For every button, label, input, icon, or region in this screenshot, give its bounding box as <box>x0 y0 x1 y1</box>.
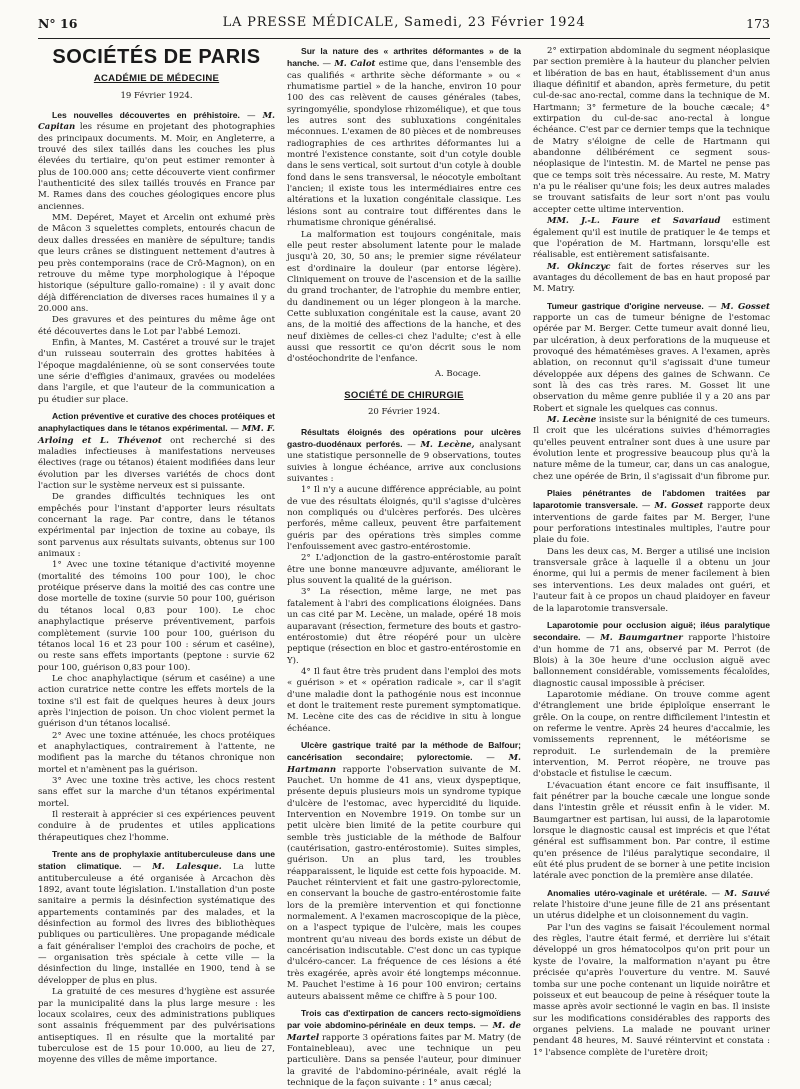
article-paragraph: Laparotomie pour occlusion aiguë; iléus paralytique secondaire. — M. Baumgartner rapporte l'histoire d'un homme de 71 ans, observé par M. Perrot (de Blois) à la 30e heure d'une occlusion aiguë avec ballonnement considérable, vomissements fécaloïdes, diagnostic causal impossible à préciser. <box>533 619 771 689</box>
article-title: Les nouvelles découvertes en préhistoire. <box>52 110 240 121</box>
article-paragraph: MM. J.-L. Faure et Savariaud estiment également qu'il est inutile de pratiquer le 4e temps et que l'opération de M. Hartmann, lorsqu'elle est réalisable, est entièrement satisfaisante. <box>533 216 771 261</box>
article-author: M. Gosset <box>720 301 771 312</box>
article-author: MM. J.-L. Faure et Savariaud <box>547 216 721 227</box>
article-paragraph: Enfin, à Mantes, M. Castéret a trouvé sur le trajet d'un ruisseau souterrain des grottes habitées à l'époque magdalénienne, où se sont conservées toute une série d'effigies d'animaux, gravées ou modelées dans l'argile, et que l'auteur de la communication a pu étudier sur place. <box>38 337 275 405</box>
article-author: M. Lecène, <box>420 440 475 450</box>
article-paragraph: Action préventive et curative des choces protéiques et anaphylactiques dans le tétanos expérimental. — MM. F. Arloing et L. Thévenot ont recherché si des maladies infectieuses à manifestations nerveuses électives (rage ou tétanos) étaient modifiées dans leur évolution par les diverses variétés de chocs dont l'action sur le système nerveux est si puissante. <box>38 410 276 492</box>
article-title: Action préventive et curative des choces protéiques et anaphylactiques dans le tétanos expérimental. <box>38 410 275 434</box>
article-paragraph: 2° L'adjonction de la gastro-entérostomie paraît être une bonne manœuvre adjuvante, améliorant le plus souvent la qualité de la guérison. <box>287 553 521 587</box>
article-paragraph: Trois cas d'extirpation de cancers recto-sigmoïdiens par voie abdomino-périnéale en deux temps. — M. de Martel rapporte 3 opérations faites par M. Matry (de Fontainebleau), avec une technique un peu particulière. Dans sa pensée l'auteur, pour diminuer la gravité de l'abdomino-périnéale, avait réglé la technique de la façon suivante : 1° anus cæcal; <box>287 1007 521 1088</box>
journal-title: LA PRESSE MÉDICALE, Samedi, 23 Février 1924 <box>222 15 586 30</box>
article-paragraph: 1° Avec une toxine tétanique d'activité moyenne (mortalité des témoins 100 pour 100), le choc protéique préserve dans la moitié des cas contre une dose mortelle de toxine (survie 50 pour 100, guérison du tétanos local 0,83 pour 100). Le choc anaphylactique préserve préventivement, parfois complètement (survie 100 pour 100, guérison du tétanos local 16 et 23 pour 100 : sérum et caséine), ou reste sans effets importants (peptone : survie 62 pour 100, guérison 0,83 pour 100). <box>38 560 275 673</box>
article-paragraph: Ulcère gastrique traité par la méthode de Balfour; cancérisation secondaire; pylorectomie. — M. Hartmann rapporte l'observation suivante de M. Pauchet. Un homme de 41 ans, vieux dyspeptique, présente depuis plusieurs mois un syndrome typique d'ulcère de l'estomac, avec hypercidité du liquide. Intervention en Novembre 1919. On tombe sur un petit ulcère bien limité de la petite courbure qui semble très justiciable de la méthode de Balfour (cautérisation, gastro-entérostomie). Suites simples, guérison. Un an plus tard, les troubles réapparaissent, le liquide est cette fois hypoacide. M. Pauchet réintervient et fait une gastro-pylorectomie, en conservant la bouche de gastro-entérostomie faite lors de la première intervention et qui fonctionne normalement. A l'examen macroscopique de la pièce, on a l'aspect typique de l'ulcère, mais les coupes montrent qu'au niveau des bords existe un début de cancérisation indiscutable. C'est donc un cas typique d'ulcéro-cancer. La fréquence de ces lésions a été très exagérée, après avoir été longtemps méconnue. M. Pauchet l'estime à 16 pour 100 environ; certains auteurs abaissent même ce chiffre à 5 pour 100. <box>287 739 522 1002</box>
article-paragraph: 1° Il n'y a aucune différence appréciable, au point de vue des résultats éloignés, qu'il s'agisse d'ulcères non compliqués ou d'ulcères perforés. Des ulcères perforés, même calleux, peuvent être parfaitement guéris par des opérations très simples comme l'enfouissement avec gastro-entérostomie. <box>287 485 521 553</box>
article-author: M. Gosset <box>654 501 704 512</box>
article-author: MM. F. Arloing et L. Thévenot <box>38 424 276 446</box>
issue-number: N° 16 <box>38 16 78 31</box>
article-paragraph: Plaies pénétrantes de l'abdomen traitées par laparotomie transversale. — M. Gosset rapporte deux interventions de garde faites par M. Berger, l'une pour perforations intestinales multiples, l'autre pour plaie du foie. <box>533 488 771 546</box>
article-paragraph: Tumeur gastrique d'origine nerveuse. — M. Gosset rapporte un cas de tumeur bénigne de l'estomac opérée par M. Berger. Cette tumeur avait donné lieu, par ulcération, à deux perforations de la muqueuse et provoqué des hématémèses graves. A l'examen, après ablation, on reconnut qu'il s'agissait d'une tumeur développée aux dépens des gaines de Schwann. Ce sont là des cas très rares. M. Gosset lit une observation du même genre publiée il y a 20 ans par Robert et signale les quelques cas connus. <box>533 300 771 414</box>
article-author: M. Calot <box>334 59 376 70</box>
article-paragraph: 3° Avec une toxine très active, les chocs restent sans effet sur la marche d'un tétanos expérimental mortel. <box>38 775 275 809</box>
section-date: 20 Février 1924. <box>367 407 441 418</box>
page-number: 173 <box>746 16 770 31</box>
article-title: Résultats éloignés des opérations pour ulcères gastro-duodénaux perforés. <box>287 426 521 449</box>
column-1 <box>38 46 275 1076</box>
article-paragraph: La gratuité de ces mesures d'hygiène est assurée par la municipalité dans la plus large mesure : les locaux scolaires, ceux des administrations publiques sont assainis fréquemment par des pulvérisations antiseptiques. Il en résulte que la mortalité par tuberculose est de 15 pour 10.000, au lieu de 27, moyenne des villes de même importance. <box>38 987 275 1066</box>
article-author: M. Sauvé <box>724 888 770 899</box>
article-paragraph: 2° extirpation abdominale du segment néoplasique par section première à la hauteur du plancher pelvien et libération de bas en haut, établissement d'un anus iliaque définitif et abandon, après fermeture, du petit cul-de-sac ano-rectal, comme dans la technique de M. Hartmann; 3° fermeture de la bouche cæcale; 4° extirpation du cul-de-sac ano-rectal à longue échéance. C'est par ce dernier temps que la technique de Matry s'éloigne de celle de Hartmann qui abandonne délibérément ce segment sous-néoplasique de l'intestin. M. de Martel ne pense pas que ce temps soit très nécessaire. Au reste, M. Matry n'a pu le réaliser qu'une fois; les deux autres malades se trouvant satisfaits de leur sort n'ont pas voulu accepter cette ultime intervention. <box>533 46 770 215</box>
article-paragraph: Trente ans de prophylaxie antituberculeuse dans une station climatique. — M. Lalesque. La lutte antituberculeuse a été organisée à Arcachon dès 1892, avant toute législation. L'installation d'un poste sanitaire a permis la désinfection systématique des appartements contaminés par des malades, et la désinfection au formol des livres des bibliothèques publiques ou particulières. Une propagande médicale a fait généraliser l'emploi des crachoirs de poche, et — organisation très spéciale à cette ville — la désinfection du linge, installée en 1900, tend à se développer de plus en plus. <box>38 849 275 986</box>
signature: A. Bocage. <box>434 368 481 379</box>
section-heading: ACADÉMIE DE MÉDECINE <box>93 73 220 85</box>
article-author: M. Okinczyc <box>547 261 611 272</box>
article-paragraph: Dans les deux cas, M. Berger a utilisé une incision transversale grâce à laquelle il a obtenu un jour énorme, qui lui a permis de mener facilement à bien ses interventions. Les deux malades ont guéri, et l'auteur fait à ce propos un chaud plaidoyer en faveur de la laparotomie transversale. <box>533 546 770 614</box>
article-paragraph: Le choc anaphylactique (sérum et caséine) a une action curatrice nette contre les effets mortels de la toxine s'il est fait de quelques heures à deux jours après l'injection de poison. Un choc violent permet la guérison d'un tétanos localisé. <box>38 673 275 730</box>
article-paragraph: Par l'un des vagins se faisait l'écoulement normal des règles, l'autre était fermé, et derrière lui s'était développé un gros hématocolpos qu'on prit pour un kyste de l'ovaire, la malformation n'ayant pu être précisée qu'après l'ouverture du ventre. M. Sauvé tomba sur une poche contenant un liquide noirâtre et poisseux et eut beaucoup de peine à réséquer toute la masse après avoir sectionné le vagin en bas. Il insiste sur les modifications considérables des rapports des organes pelviens. La malade ne pouvant uriner pendant 48 heures, M. Sauvé réintervint et constata : 1° l'absence complète de l'uretère droit; <box>533 922 770 1058</box>
article-title: Trente ans de prophylaxie antituberculeuse dans une station climatique. <box>38 849 275 872</box>
article-paragraph: Sur la nature des « arthrites déformantes » de la hanche. — M. Calot estime que, dans l'ensemble des cas qualifiés « arthrite sèche déformante » ou « rhumatisme partiel » de la hanche, environ 10 pour 100 des cas relèvent de causes générales (tabes, syringomyélie, spondylose rhizomélique), et que tous les autres sont des subluxations congénitales méconnues. L'examen de 80 pièces et de nombreuses radiographies de ces arthrites déformantes lui a montré l'existence constante, soit d'un cotyle double dans le sens vertical, soit surtout d'un cotyle à double fond dans le sens transversal, le néocotyle emboîtant l'ancien; il existe tous les intermédiaires entre ces altérations et la luxation congénitale classique. Les lésions sont au contraire tout différentes dans le rhumatisme chronique généralisé. <box>287 46 522 229</box>
section-heading: SOCIÉTÉ DE CHIRURGIE <box>344 389 464 401</box>
article-paragraph: M. Lecène insiste sur la bénignité de ces tumeurs. Il croit que les ulcérations suivies d'hémorragies qu'elles peuvent entraîner sont dues à une usure par évolution lente et progressive beaucoup plus qu'à la nature même de la tumeur, car, dans un cas analogue, chez une opérée de Brin, il s'agissait d'un fibrome pur. <box>533 415 770 482</box>
header-rule <box>38 38 770 39</box>
article-paragraph: 4° Il faut être très prudent dans l'emploi des mots « guérison » et « opération radicale », car il s'agit d'une maladie dont la pathogénie nous est inconnue et dont le traitement reste purement symptomatique. M. Lecène cite des cas de récidive in situ à longue échéance. <box>287 666 521 734</box>
article-author: M. Lalesque. <box>152 862 222 873</box>
column-2 <box>287 46 522 1088</box>
article-paragraph: Résultats éloignés des opérations pour ulcères gastro-duodénaux perforés. — M. Lecène, analysant une statistique personnelle de 9 observations, toutes suivies à longue échéance, arrive aux conclusions suivantes : <box>287 426 521 485</box>
column-3 <box>533 46 770 1076</box>
article-title: Trois cas d'extirpation de cancers recto-sigmoïdiens par voie abdomino-périnéale en deux temps. <box>287 1007 521 1031</box>
article-paragraph: 2° Avec une toxine atténuée, les chocs protéiques et anaphylactiques, contrairement à l'attente, ne modifient pas la marche du tétanos chronique non mortel et n'amènent pas la guérison. <box>38 730 275 775</box>
article-paragraph: M. Okinczyc fait de fortes réserves sur les avantages du décollement de bas en haut proposé par M. Matry. <box>533 261 770 295</box>
article-paragraph: Les nouvelles découvertes en préhistoire. — M. Capitan les résume en projetant des photographies des principaux documents. M. Moir, en Angleterre, a trouvé des silex taillés dans les couches les plus élevées du tertiaire, qu'on peut estimer remonter à plus de 100.000 ans; cette découverte vient confirmer l'authenticité des silex taillés trouvés en France par M. Rames dans des couches géologiques encore plus anciennes. <box>38 110 276 212</box>
article-paragraph: Il resterait à apprécier si ces expériences peuvent conduire à de prudentes et utiles applications thérapeutiques chez l'homme. <box>38 810 275 843</box>
article-paragraph: 3° La résection, même large, ne met pas fatalement à l'abri des complications éloignées. Dans un cas cité par M. Lecène, un malade, opéré 18 mois auparavant (résection, fermeture des bouts et gastro-entérostomie) dut être réopéré pour un ulcère peptique (résection en bloc et gastro-entérostomie en Y). <box>287 587 521 666</box>
article-title: Sur la nature des « arthrites déformantes » de la hanche. <box>287 46 521 69</box>
article-author: M. Lecène <box>547 415 597 425</box>
running-header <box>38 14 770 34</box>
article-title: Plaies pénétrantes de l'abdomen traitées par laparotomie transversale. <box>533 488 770 511</box>
article-paragraph: L'évacuation étant encore ce fait insuffisante, il fait pénétrer par la bouche cæcale une longue sonde dans l'intestin grêle et réussit enfin à le vider. M. Baumgartner est partisan, lui aussi, de la laparotomie lorsque le diagnostic causal est imprécis et que l'état général est suffisamment bon. Par contre, il estime qu'en présence de l'iléus paralytique secondaire, il eût été plus prudent de se borner à une petite incision latérale avec ponction de la première anse dilatée. <box>533 780 770 882</box>
article-author: M. de Martel <box>287 1021 521 1043</box>
article-paragraph: La malformation est toujours congénitale, mais elle peut rester absolument latente pour le malade jusqu'à 20, 30, 50 ans; le premier signe révélateur est d'ordinaire la douleur (par entorse légère). Cliniquement on trouve de l'ascension et de la saillie du grand trochanter, de l'atrophie du membre entier, du dandinement ou un léger plongeon à la marche. Cette subluxation congénitale est la cause, avant 20 ans, de la moitié des affections de la hanche, et des neuf dixièmes de celles-ci chez l'adulte; c'est à elle aussi que ressortit ce qu'on décrit sous le nom d'ostéochondrite de l'enfance. <box>287 229 521 365</box>
article-paragraph: Des gravures et des peintures du même âge ont été découvertes dans le Lot par l'abbé Lemozi. <box>38 315 275 337</box>
article-paragraph: Laparotomie médiane. On trouve comme agent d'étranglement une bride épiploïque enserrant le grêle. On la coupe, on rentre difficilement l'intestin et on referme le ventre. Après 24 heures d'accalmie, les vomissements reprennent, le météorisme se reproduit. Le surlendemain de la première intervention, M. Perrot réopère, ne trouve pas d'obstacle et fistulise le cæcum. <box>533 689 770 780</box>
article-author: M. Capitan <box>38 111 275 133</box>
article-paragraph: De grandes difficultés techniques les ont empêchés pour l'instant d'apporter leurs résultats concernant la rage. Par contre, dans le tétanos expérimental par injection de toxine au cobaye, ils sont parvenus aux résultats suivants, obtenus sur 100 animaux : <box>38 492 275 560</box>
article-author: M. Baumgartner <box>600 633 683 644</box>
section-date: 19 Février 1924. <box>120 90 193 101</box>
article-paragraph: MM. Depéret, Mayet et Arcelin ont exhumé près de Mâcon 3 squelettes complets, entourés chacun de deux dalles dressées en manière de sépulture; tandis que leurs crânes se distinguent nettement d'autres à peu près contemporains (race de Crô-Magnon), on en retrouve du même type morphologique à l'époque historique (sépulture gallo-romaine) : il y avait donc déjà différenciation de diverses races humaines il y a 20.000 ans. <box>38 213 275 314</box>
article-title: Laparotomie pour occlusion aiguë; iléus paralytique secondaire. <box>533 619 770 643</box>
article-title: Ulcère gastrique traité par la méthode de Balfour; cancérisation secondaire; pylorectomie. <box>287 739 521 763</box>
article-author: M. Hartmann <box>287 753 522 775</box>
main-title: SOCIÉTÉS DE PARIS <box>52 46 261 68</box>
article-paragraph: Anomalies utéro-vaginale et urétérale. — M. Sauvé relate l'histoire d'une jeune fille de 21 ans présentant un utérus didelphe et un cloisonnement du vagin. <box>533 887 770 922</box>
article-title: Anomalies utéro-vaginale et urétérale. <box>547 887 708 898</box>
article-title: Tumeur gastrique d'origine nerveuse. <box>547 300 704 311</box>
